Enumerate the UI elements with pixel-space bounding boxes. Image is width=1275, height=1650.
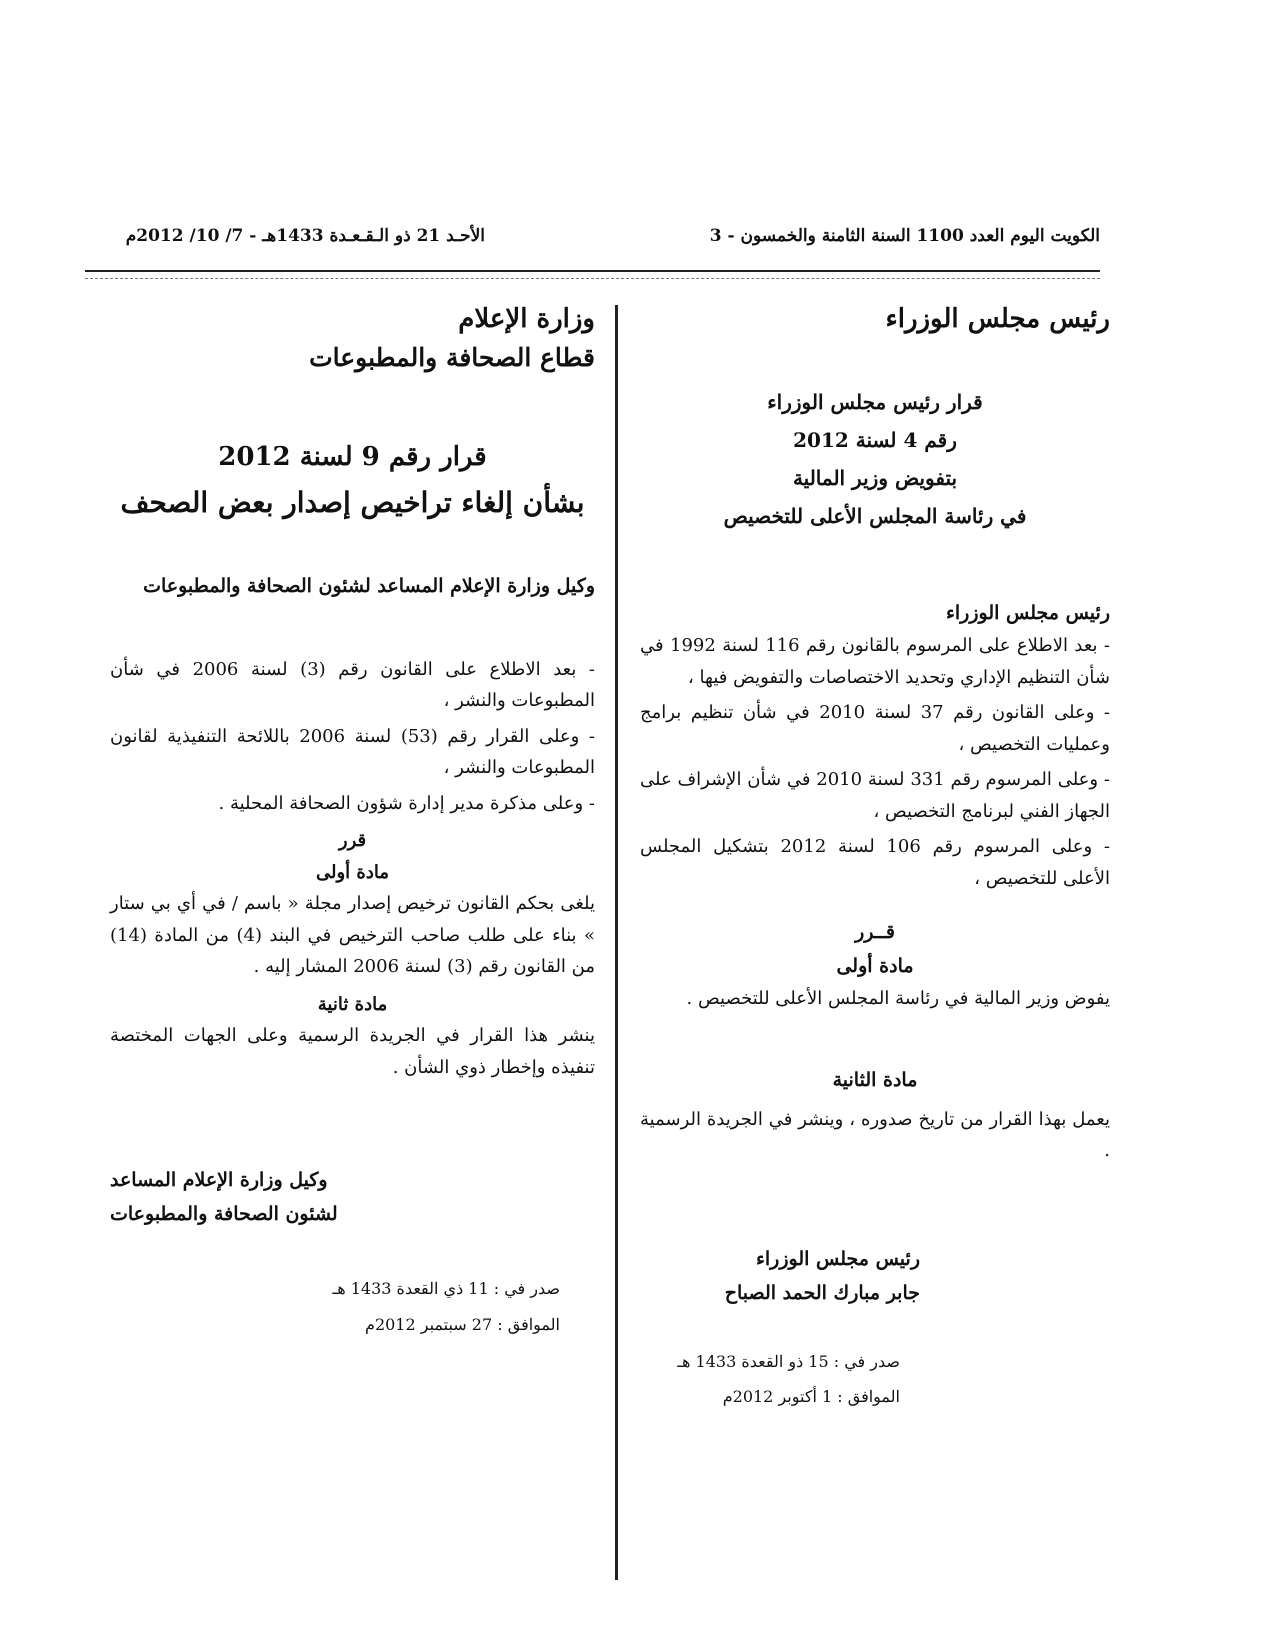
preamble-paragraph: - وعلى القانون رقم 37 لسنة 2010 في شأن تنظيم برامج وعمليات التخصيص ، <box>640 702 1110 755</box>
preamble-paragraph: - بعد الاطلاع على المرسوم بالقانون رقم 116 لسنة 1992 في شأن التنظيم الإداري وتحديد الاختصاصات والتفويض فيها ، <box>640 635 1110 688</box>
ministry-name: وزارة الإعلام <box>458 304 595 334</box>
signature-block <box>110 1163 595 1231</box>
preamble-paragraph: - وعلى المرسوم رقم 106 لسنة 2012 بتشكيل المجلس الأعلى للتخصيص ، <box>640 836 1110 889</box>
signature-block <box>640 1242 920 1310</box>
decision-title-line: بشأن إلغاء تراخيص إصدار بعض الصحف <box>120 485 585 519</box>
decision-title-line: في رئاسة المجلس الأعلى للتخصيص <box>723 504 1027 528</box>
decision-heading <box>110 435 595 527</box>
signature-title: رئيس مجلس الوزراء <box>755 1247 920 1270</box>
preamble-paragraph: - وعلى مذكرة مدير إدارة شؤون الصحافة المحلية . <box>218 792 595 814</box>
decision-title-line: رقم 4 لسنة 2012 <box>793 428 957 452</box>
preamble-paragraph: - وعلى القرار رقم (53) لسنة 2006 باللائحة التنفيذية لقانون المطبوعات والنشر ، <box>110 725 595 779</box>
article-text: يفوض وزير المالية في رئاسة المجلس الأعلى للتخصيص . <box>686 987 1110 1009</box>
signature-name: جابر مبارك الحمد الصباح <box>724 1281 920 1304</box>
issued-on: صدر في : 15 ذو القعدة 1433 هـ <box>677 1351 900 1371</box>
preamble-paragraph: - وعلى المرسوم رقم 331 لسنة 2010 في شأن الإشراف على الجهاز الفني لبرنامج التخصيص ، <box>640 769 1110 822</box>
decided-label: قرر <box>338 830 367 852</box>
decision-heading <box>640 383 1110 535</box>
header-rule <box>85 270 1100 279</box>
issue-dates <box>640 1344 900 1414</box>
issuer: رئيس مجلس الوزراء <box>945 602 1110 624</box>
issued-on: صدر في : 11 ذي القعدة 1433 هـ <box>332 1279 560 1299</box>
decision-title-line: بتفويض وزير المالية <box>792 466 958 490</box>
section-title: رئيس مجلس الوزراء <box>885 304 1110 334</box>
signature-line: وكيل وزارة الإعلام المساعد <box>110 1169 328 1192</box>
decision-title-line: قرار رئيس مجلس الوزراء <box>767 390 983 414</box>
decided-label: قــرر <box>855 921 895 944</box>
article-title: مادة الثانية <box>832 1069 918 1092</box>
sector-name: قطاع الصحافة والمطبوعات <box>309 343 595 372</box>
header-date: الأحـد 21 ذو الـقـعـدة 1433هـ - 7/ 10/ 2012م <box>125 226 485 246</box>
issuer: وكيل وزارة الإعلام المساعد لشئون الصحافة والمطبوعات <box>143 575 595 598</box>
article-text: يعمل بهذا القرار من تاريخ صدوره ، وينشر في الجريدة الرسمية . <box>640 1108 1110 1161</box>
column-divider <box>615 305 618 1580</box>
right-column <box>640 300 1110 1414</box>
article-title: مادة أولى <box>836 954 914 977</box>
article-title: مادة ثانية <box>317 993 388 1015</box>
decision-title-line: قرار رقم 9 لسنة 2012 <box>218 441 487 472</box>
left-column <box>110 300 595 1342</box>
signature-line: لشئون الصحافة والمطبوعات <box>110 1203 338 1226</box>
article-text: ينشر هذا القرار في الجريدة الرسمية وعلى الجهات المختصة تنفيذه وإخطار ذوي الشأن . <box>110 1025 595 1078</box>
preamble-paragraph: - بعد الاطلاع على القانون رقم (3) لسنة 2006 في شأن المطبوعات والنشر ، <box>110 658 596 712</box>
article-text: يلغى بحكم القانون ترخيص إصدار مجلة « باسم / في أي بي ستار » بناء على طلب صاحب الترخيص في البند (4) من المادة (14) من القانون رقم (3) لسنة 2006 المشار إليه . <box>110 893 595 978</box>
header-issue-info: الكويت اليوم العدد 1100 السنة الثامنة والخمسون - 3 <box>709 226 1100 246</box>
issue-dates <box>110 1271 560 1341</box>
corresponding-date: الموافق : 27 سبتمبر 2012م <box>365 1314 560 1334</box>
corresponding-date: الموافق : 1 أكتوبر 2012م <box>722 1387 900 1407</box>
article-title: مادة أولى <box>315 861 390 883</box>
